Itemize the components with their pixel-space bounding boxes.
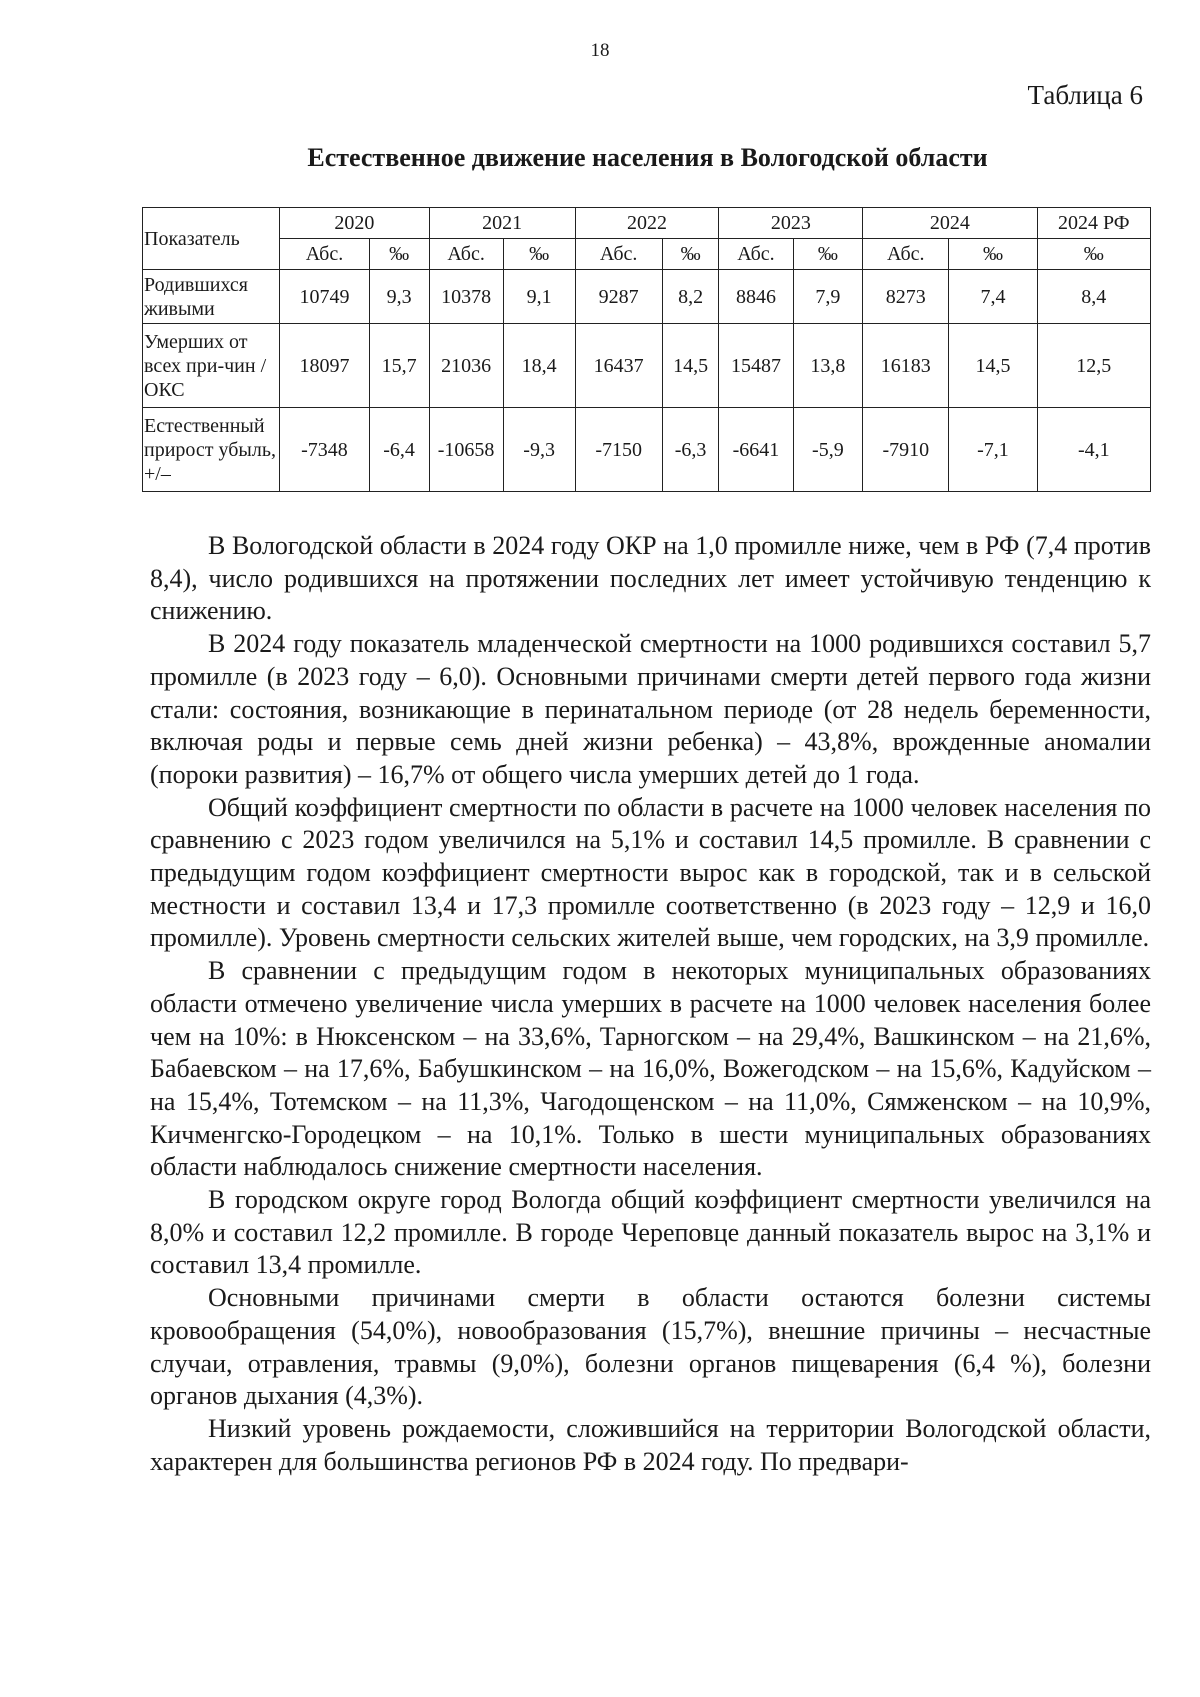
table-cell: 8273: [863, 270, 949, 324]
abs-header: Абс.: [429, 239, 503, 270]
permille-header: ‰: [369, 239, 429, 270]
permille-header: ‰: [793, 239, 863, 270]
permille-header: ‰: [662, 239, 719, 270]
table-cell: 7,4: [949, 270, 1037, 324]
year-header: 2022: [575, 208, 719, 239]
table-cell: 8846: [719, 270, 793, 324]
table-cell: 18,4: [503, 324, 575, 408]
table-cell: 15,7: [369, 324, 429, 408]
table-title: Естественное движение населения в Вологодской области: [307, 143, 988, 172]
year-header: 2024: [863, 208, 1037, 239]
table-cell: -7910: [863, 408, 949, 492]
permille-header: ‰: [1037, 239, 1150, 270]
table-cell: 12,5: [1037, 324, 1150, 408]
table-cell: -7348: [280, 408, 369, 492]
table-cell: -7150: [575, 408, 662, 492]
table-cell: 13,8: [793, 324, 863, 408]
permille-header: ‰: [949, 239, 1037, 270]
year-header: 2020: [280, 208, 429, 239]
paragraph: Общий коэффициент смертности по области в расчете на 1000 человек населения по сравнению с 2023 годом увеличился на 5,1% и составил 14,5 промилле. В сравнении с предыдущим годом коэффициент смертности вырос как в городской, так и в сельской местности и составил 13,4 и 17,3 промилле соответственно (в 2023 году – 12,9 и 16,0 промилле). Уровень смертности сельских жителей выше, чем городских, на 3,9 промилле.: [150, 792, 1151, 953]
table-cell: -6641: [719, 408, 793, 492]
table-cell: 9,1: [503, 270, 575, 324]
table-row: [143, 408, 1151, 492]
table-cell: 16437: [575, 324, 662, 408]
table-cell: 18097: [280, 324, 369, 408]
year-header: 2023: [719, 208, 863, 239]
table-cell: 21036: [429, 324, 503, 408]
rf-header: 2024 РФ: [1037, 208, 1150, 239]
abs-header: Абс.: [863, 239, 949, 270]
unit-header-row: [143, 239, 1151, 270]
table-row: [143, 324, 1151, 408]
table-cell: -6,4: [369, 408, 429, 492]
table-cell: -5,9: [793, 408, 863, 492]
table-cell: 9,3: [369, 270, 429, 324]
abs-header: Абс.: [719, 239, 793, 270]
paragraph: Низкий уровень рождаемости, сложившийся на территории Вологодской области, характерен для большинства регионов РФ в 2024 году. По предвари-: [150, 1413, 1151, 1476]
corner-header: Показатель: [143, 208, 280, 270]
permille-header: ‰: [503, 239, 575, 270]
row-label: Умерших от всех при-чин / ОКС: [143, 324, 280, 408]
table-cell: 7,9: [793, 270, 863, 324]
page-number: 18: [590, 40, 610, 61]
body-text: [150, 530, 1151, 1478]
table-cell: 14,5: [662, 324, 719, 408]
table-row: [143, 270, 1151, 324]
table-cell: -6,3: [662, 408, 719, 492]
paragraph: В 2024 году показатель младенческой смертности на 1000 родившихся составил 5,7 промилле (в 2023 году – 6,0). Основными причинами смерти детей первого года жизни стали: состояния, возникающие в перинатальном периоде (от 28 недель беременности, включая роды и первые семь дней жизни ребенка) – 43,8%, врожденные аномалии (пороки развития) – 16,7% от общего числа умерших детей до 1 года.: [150, 629, 1151, 789]
table-cell: 8,2: [662, 270, 719, 324]
table-cell: 10749: [280, 270, 369, 324]
table-cell: -4,1: [1037, 408, 1150, 492]
paragraph: В Вологодской области в 2024 году ОКР на 1,0 промилле ниже, чем в РФ (7,4 против 8,4), число родившихся на протяжении последних лет имеет устойчивую тенденцию к снижению.: [150, 531, 1151, 626]
row-label: Родившихся живыми: [143, 270, 280, 324]
table-cell: 8,4: [1037, 270, 1150, 324]
table-cell: 14,5: [949, 324, 1037, 408]
table-cell: 10378: [429, 270, 503, 324]
paragraph: Основными причинами смерти в области остаются болезни системы кровообращения (54,0%), новообразования (15,7%), внешние причины – несчастные случаи, отравления, травмы (9,0%), болезни органов пищеварения (6,4 %), болезни органов дыхания (4,3%).: [150, 1283, 1151, 1411]
year-header-row: [143, 208, 1151, 239]
table-label: Таблица 6: [1027, 80, 1143, 110]
table-cell: -9,3: [503, 408, 575, 492]
year-header: 2021: [429, 208, 575, 239]
population-table: [142, 207, 1151, 492]
table-cell: -10658: [429, 408, 503, 492]
table-cell: 9287: [575, 270, 662, 324]
row-label: Естественный прирост убыль, +/–: [143, 408, 280, 492]
table-cell: -7,1: [949, 408, 1037, 492]
table-cell: 16183: [863, 324, 949, 408]
table-cell: 15487: [719, 324, 793, 408]
paragraph: В городском округе город Вологда общий коэффициент смертности увеличился на 8,0% и составил 12,2 промилле. В городе Череповце данный показатель вырос на 3,1% и составил 13,4 промилле.: [150, 1185, 1151, 1280]
abs-header: Абс.: [280, 239, 369, 270]
abs-header: Абс.: [575, 239, 662, 270]
paragraph: В сравнении с предыдущим годом в некоторых муниципальных образованиях области отмечено увеличение числа умерших в расчете на 1000 человек населения более чем на 10%: в Нюксенском – на 33,6%, Тарногском – на 29,4%, Вашкинском – на 21,6%, Бабаевском – на 17,6%, Бабушкинском – на 16,0%, Вожегодском – на 15,6%, Кадуйском – на 15,4%, Тотемском – на 11,3%, Чагодощенском – на 11,0%, Сямженском – на 10,9%, Кичменгско-Городецком – на 10,1%. Только в шести муниципальных образованиях области наблюдалось снижение смертности населения.: [150, 956, 1151, 1182]
